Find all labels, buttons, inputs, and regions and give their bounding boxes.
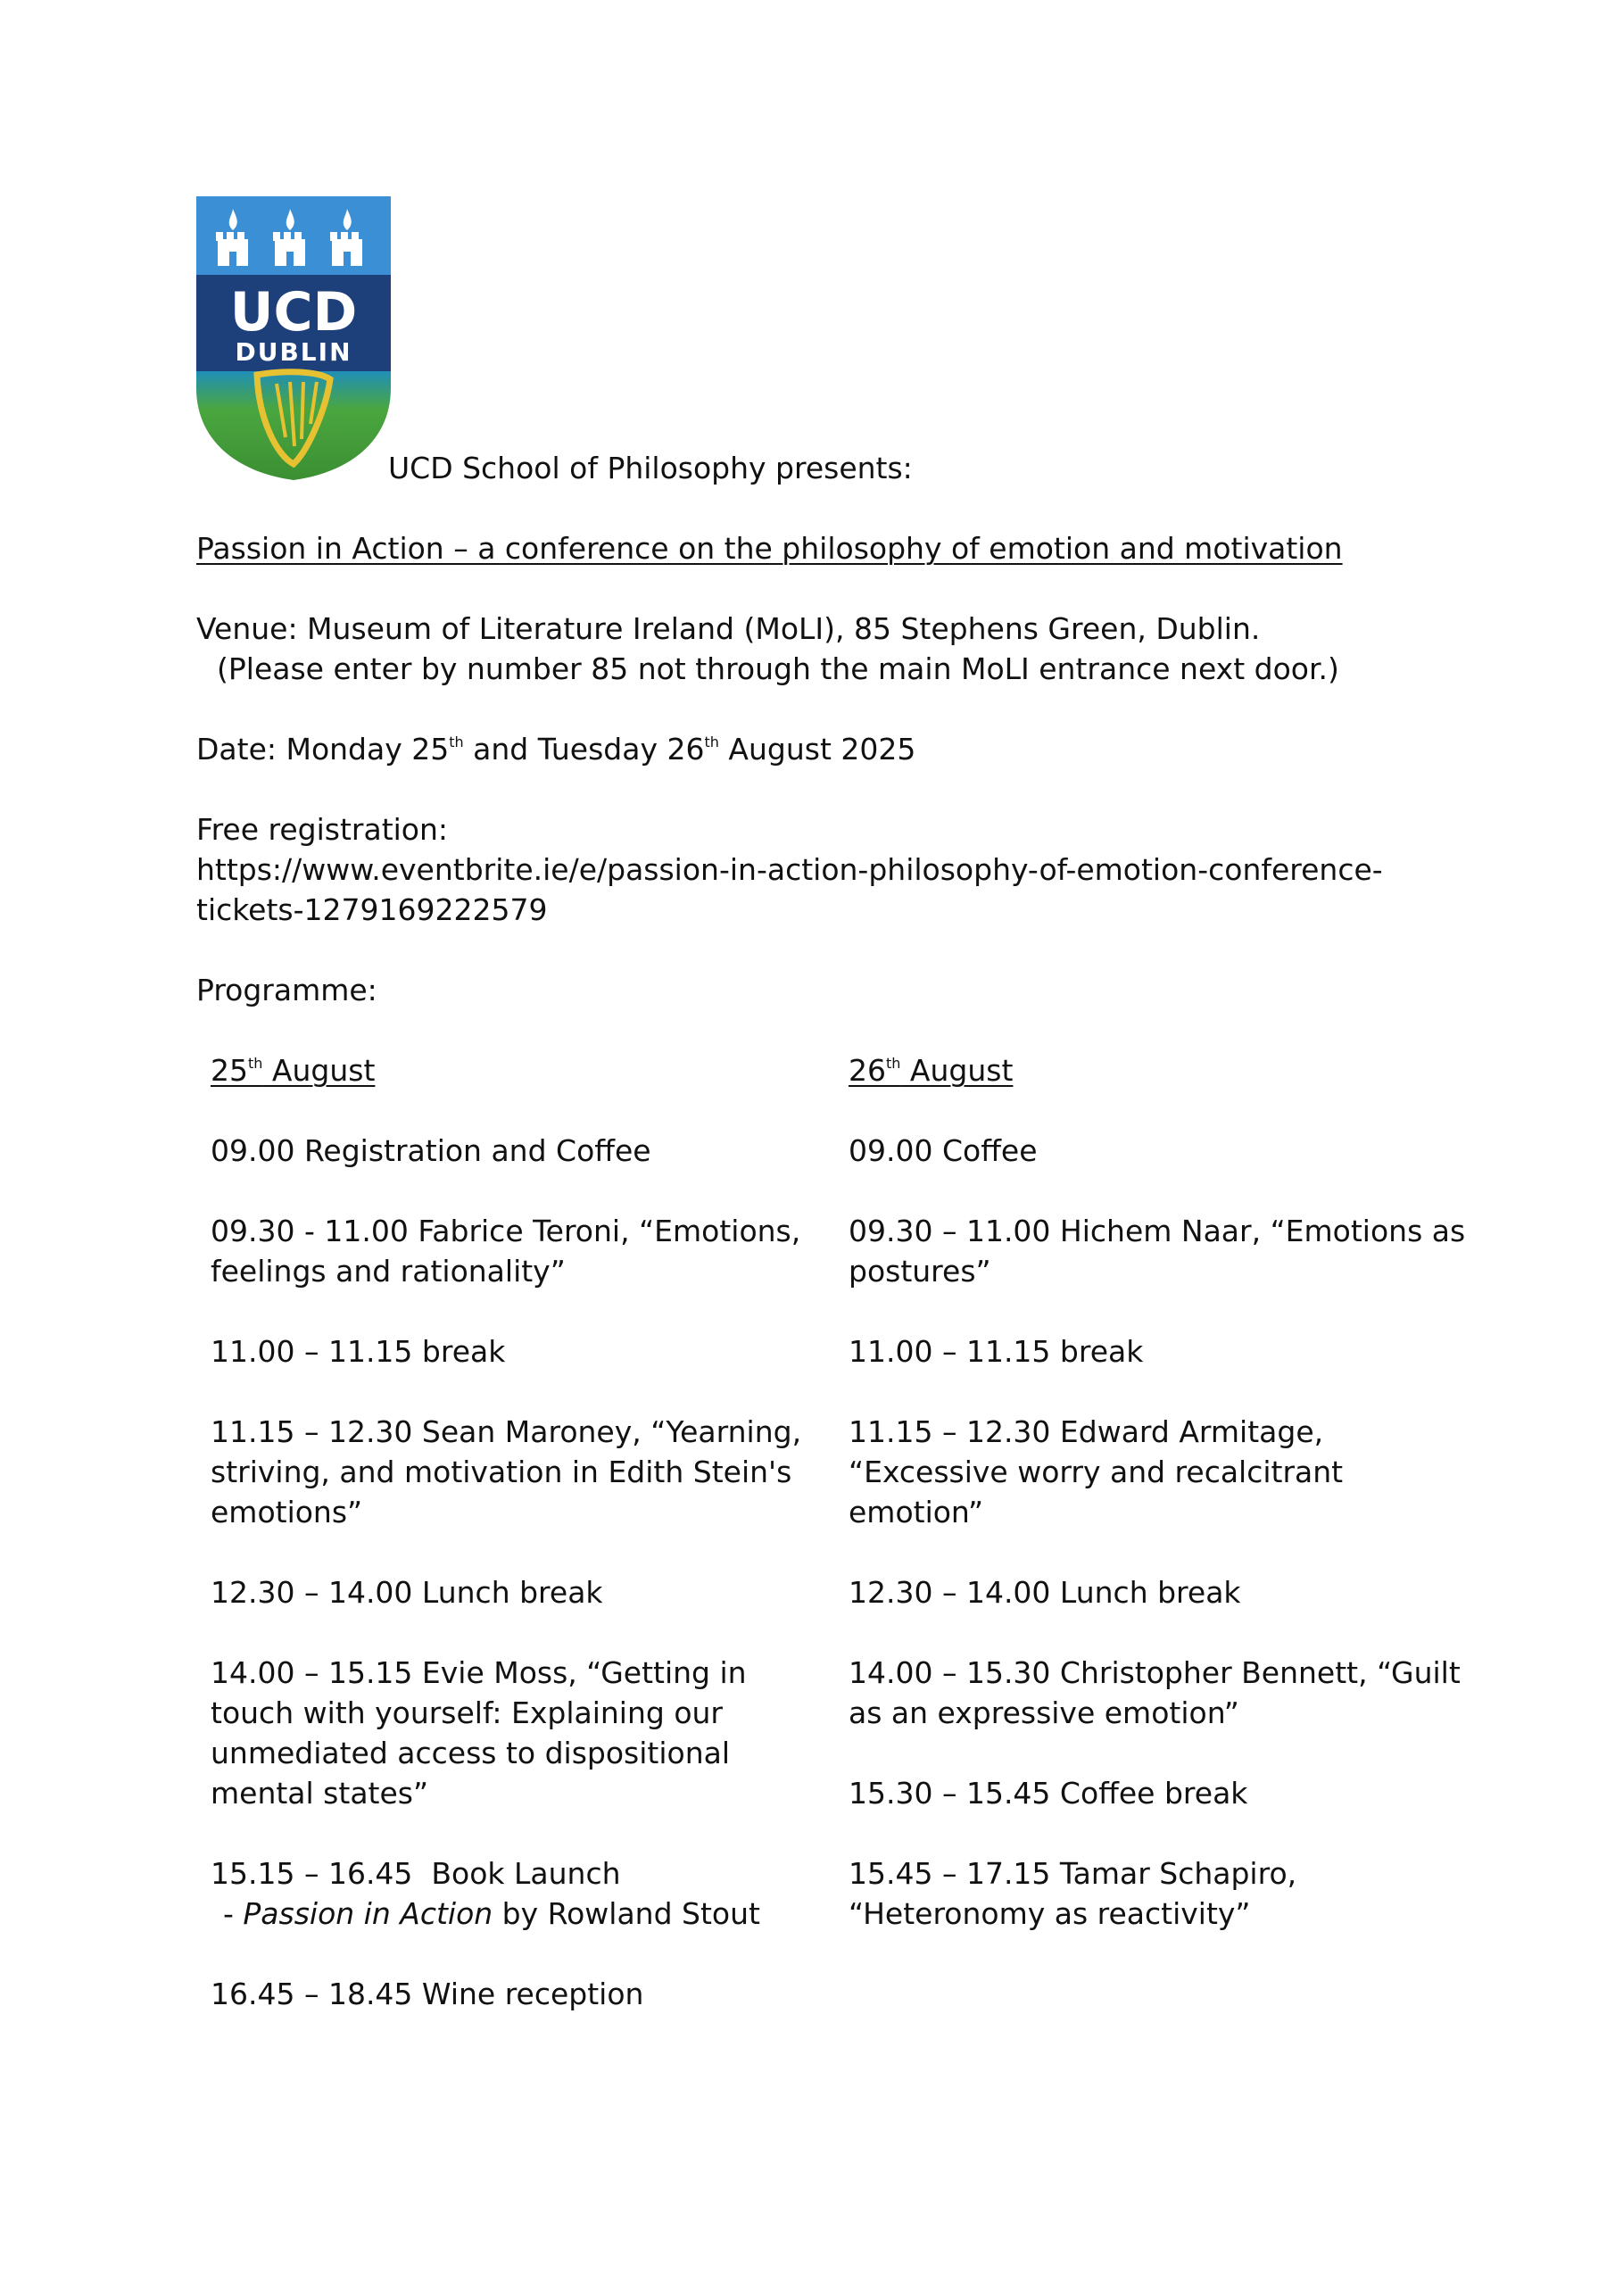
date-middle: and Tuesday 26 xyxy=(463,732,705,767)
day2-heading-num: 26 xyxy=(849,1053,886,1088)
date-sup-1: th xyxy=(449,734,464,750)
programme-item: 12.30 – 14.00 Lunch break xyxy=(849,1575,1241,1610)
venue-line: Venue: Museum of Literature Ireland (MoLI), 85 Stephens Green, Dublin. xyxy=(196,611,1261,646)
date-line xyxy=(196,729,915,769)
programme-item: 09.30 - 11.00 Fabrice Teroni, “Emotions, feelings and rationality” xyxy=(211,1214,801,1289)
day2-heading xyxy=(849,1050,1473,1090)
venue-note: (Please enter by number 85 not through the main MoLI entrance next door.) xyxy=(217,651,1339,686)
day1-column xyxy=(211,1050,808,2054)
registration-url-cont[interactable]: tickets-1279169222579 xyxy=(196,892,548,927)
programme-item: 15.45 – 17.15 Tamar Schapiro, “Heteronomy as reactivity” xyxy=(849,1856,1297,1931)
programme-item: 11.00 – 11.15 break xyxy=(211,1334,506,1369)
date-prefix: Date: Monday 25 xyxy=(196,732,450,767)
programme-item: 09.30 – 11.00 Hichem Naar, “Emotions as postures” xyxy=(849,1214,1466,1289)
book-launch-detail xyxy=(211,1894,760,1934)
day2-heading-rest: August xyxy=(900,1053,1014,1088)
book-launch-time: 15.15 – 16.45 Book Launch xyxy=(211,1856,621,1891)
ucd-dublin-logo xyxy=(196,196,391,480)
day1-heading-num: 25 xyxy=(211,1053,248,1088)
day2-column xyxy=(849,1050,1473,1974)
programme-item: 14.00 – 15.30 Christopher Bennett, “Guilt as an expressive emotion” xyxy=(849,1655,1461,1730)
programme-item: 11.15 – 12.30 Sean Maroney, “Yearning, striving, and motivation in Edith Stein's emotions” xyxy=(211,1414,802,1529)
date-sup-2: th xyxy=(704,734,719,750)
conference-title: Passion in Action – a conference on the philosophy of emotion and motivation xyxy=(196,531,1343,566)
programme-item: 11.00 – 11.15 break xyxy=(849,1334,1144,1369)
programme-item: 16.45 – 18.45 Wine reception xyxy=(211,1977,644,2011)
book-author: by Rowland Stout xyxy=(493,1896,760,1931)
book-launch-item xyxy=(211,1853,808,1934)
date-suffix: August 2025 xyxy=(718,732,916,767)
registration-url[interactable]: https://www.eventbrite.ie/e/passion-in-action-philosophy-of-emotion-conference- xyxy=(196,852,1383,887)
svg-text:DUBLIN: DUBLIN xyxy=(235,337,352,367)
presenter-line: UCD School of Philosophy presents: xyxy=(388,451,913,485)
programme-item: 12.30 – 14.00 Lunch break xyxy=(211,1575,603,1610)
programme-label: Programme: xyxy=(196,973,377,1007)
day1-heading xyxy=(211,1050,808,1090)
registration-label: Free registration: xyxy=(196,812,449,847)
day1-heading-rest: August xyxy=(262,1053,376,1088)
programme-item: 14.00 – 15.15 Evie Moss, “Getting in touch with yourself: Explaining our unmediated access to dispositional mental states” xyxy=(211,1655,747,1811)
programme-item: 15.30 – 15.45 Coffee break xyxy=(849,1776,1248,1811)
programme-item: 11.15 – 12.30 Edward Armitage, “Excessive worry and recalcitrant emotion” xyxy=(849,1414,1344,1529)
day2-heading-sup: th xyxy=(886,1055,901,1072)
day1-heading-sup: th xyxy=(248,1055,263,1072)
programme-item: 09.00 Coffee xyxy=(849,1133,1038,1168)
svg-text:UCD: UCD xyxy=(229,281,358,344)
programme-item: 09.00 Registration and Coffee xyxy=(211,1133,651,1168)
book-title: Passion in Action xyxy=(243,1896,493,1931)
book-launch-dash: - xyxy=(223,1896,244,1931)
